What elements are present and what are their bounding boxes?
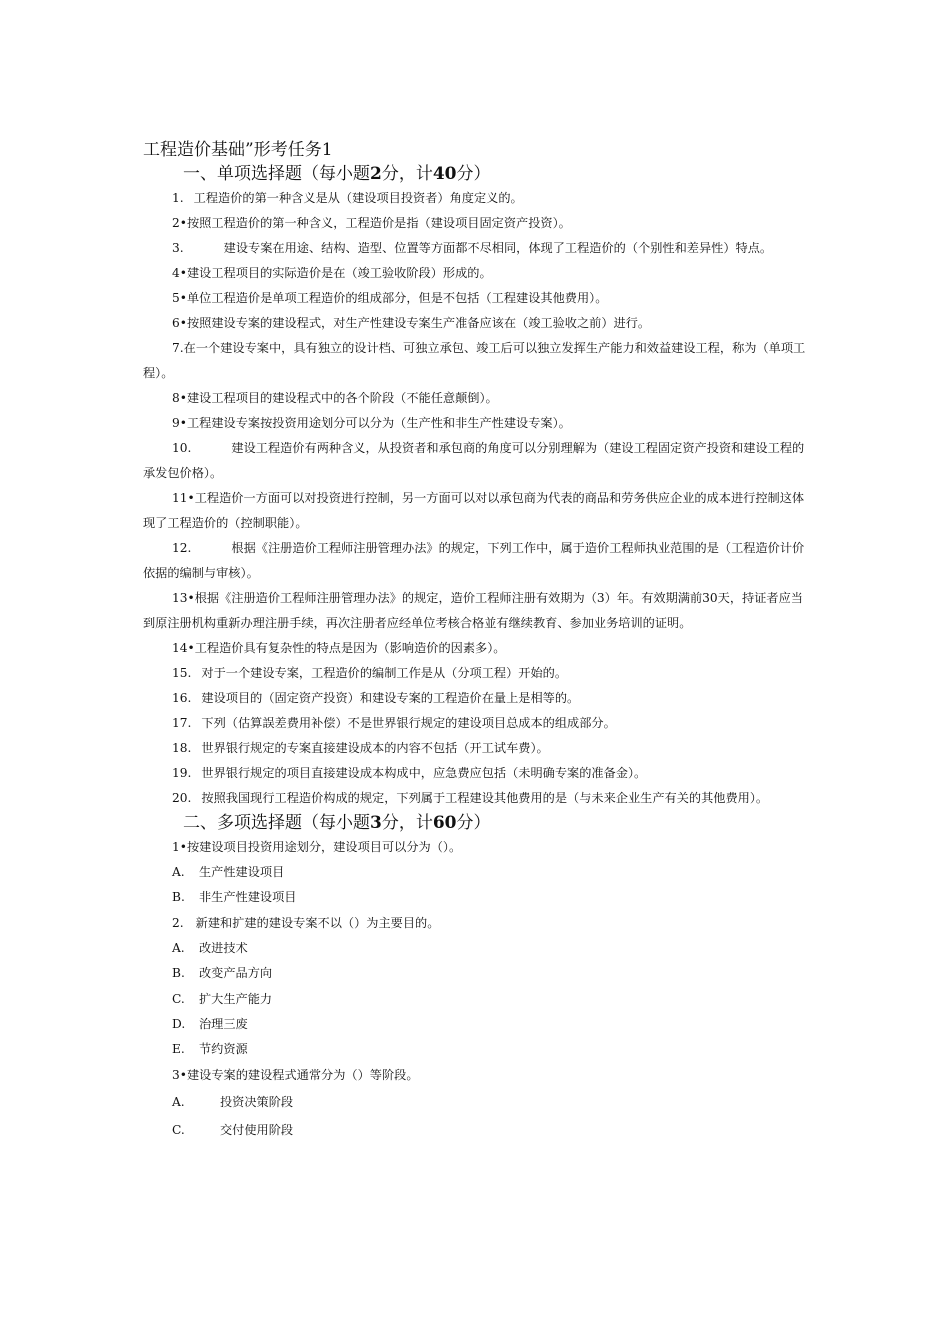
answer-option: B. 非生产性建设项目: [172, 890, 297, 905]
document-title: 工程造价基础”形考任务1: [143, 140, 333, 160]
answer-option: A. 投资决策阶段: [172, 1094, 294, 1109]
question-item: 19. 世界银行规定的项目直接建设成本构成中，应急费应包括（未明确专案的准备金）。: [172, 766, 647, 780]
question-item: 7.在一个建设专案中，具有独立的设计档、可独立承包、竣工后可以独立发挥生产能力和效益建设工程，称为（单项工程）。: [143, 341, 806, 380]
single-choice-list: [143, 186, 807, 811]
answer-option: C. 扩大生产能力: [172, 991, 273, 1006]
question-item: 2. 新建和扩建的建设专案不以（）为主要目的。: [172, 915, 440, 930]
question-item: 4•建设工程项目的实际造价是在（竣工验收阶段）形成的。: [172, 266, 492, 280]
question-item: 20. 按照我国现行工程造价构成的规定，下列属于工程建设其他费用的是（与未来企业生产有关的其他费用）。: [172, 791, 769, 805]
answer-option: A. 改进技术: [172, 940, 248, 955]
document-page: [143, 138, 807, 1144]
question-item: 18. 世界银行规定的专案直接建设成本的内容不包括（开工试车费）。: [172, 741, 549, 755]
question-item: 5•单位工程造价是单项工程造价的组成部分，但是不包括（工程建设其他费用）。: [172, 291, 608, 305]
question-item: 14•工程造价具有复杂性的特点是因为（影响造价的因素多）。: [172, 641, 506, 655]
question-item: 3•建设专案的建设程式通常分为（）等阶段。: [172, 1067, 419, 1082]
question-item: 12. 根据《注册造价工程师注册管理办法》的规定，下列工作中，属于造价工程师执业范围的是（工程造价计价依据的编制与审核）。: [143, 541, 805, 580]
answer-option: D. 治理三废: [172, 1017, 248, 1032]
question-item: 16. 建设项目的（固定资产投资）和建设专案的工程造价在量上是相等的。: [172, 691, 580, 705]
question-item: 3. 建设专案在用途、结构、造型、位置等方面都不尽相同，体现了工程造价的（个别性和差异性）特点。: [172, 241, 773, 255]
answer-option: B. 改变产品方向: [172, 966, 273, 981]
question-item: 2•按照工程造价的第一种含义，工程造价是指（建设项目固定资产投资）。: [172, 216, 571, 230]
answer-option: C. 交付使用阶段: [172, 1122, 294, 1137]
answer-option: E. 节约资源: [172, 1042, 248, 1057]
section-1-title: 一、单项选择题（每小题2分，计40分）: [183, 164, 491, 184]
question-item: 8•建设工程项目的建设程式中的各个阶段（不能任意颠倒）。: [172, 391, 498, 405]
question-item: 1•按建设项目投资用途划分，建设项目可以分为（）。: [172, 840, 462, 854]
question-item: 17. 下列（估算誤差费用补偿）不是世界银行规定的建设项目总成本的组成部分。: [172, 716, 616, 730]
answer-option: A. 生产性建设项目: [172, 865, 285, 879]
question-item: 9•工程建设专案按投资用途划分可以分为（生产性和非生产性建设专案）。: [172, 416, 571, 430]
question-item: 1. 工程造价的第一种含义是从（建设项目投资者）角度定义的。: [172, 191, 523, 205]
question-item: 6•按照建设专案的建设程式，对生产性建设专案生产准备应该在（竣工验收之前）进行。: [172, 316, 651, 330]
section-2-title: 二、多项选择题（每小题3分，计60分）: [183, 813, 491, 833]
question-item: 10. 建设工程造价有两种含义，从投资者和承包商的角度可以分别理解为（建设工程固定资产投资和建设工程的承发包价格）。: [143, 441, 805, 480]
question-item: 15. 对于一个建设专案，工程造价的编制工作是从（分项工程）开始的。: [172, 666, 568, 680]
question-item: 13•根据《注册造价工程师注册管理办法》的规定，造价工程师注册有效期为（3）年。有效期满前30天，持证者应当到原注册机构重新办理注册手续，再次注册者应经单位考核合格並有继续教育、参加业务培训的证明。: [143, 591, 803, 630]
question-item: 11•工程造价一方面可以对投资进行控制，另一方面可以对以承包商为代表的商品和劳务供应企业的成本进行控制这体现了工程造价的（控制职能）。: [143, 491, 805, 530]
